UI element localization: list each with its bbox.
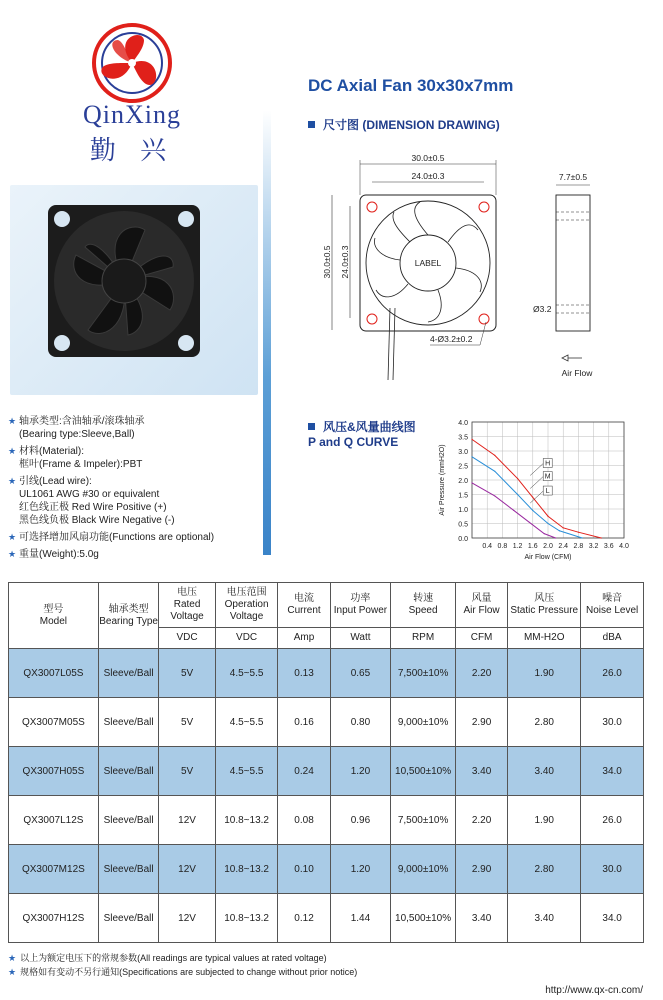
table-cell: Sleeve/Ball [98, 845, 159, 894]
y-tick-label: 4.0 [458, 420, 468, 427]
website-url[interactable]: http://www.qx-cn.com/ [545, 985, 643, 996]
dimension-heading-cn: 尺寸图 [323, 118, 360, 132]
table-cell: 9,000±10% [391, 698, 456, 747]
table-header-cell [455, 583, 507, 628]
dim-outer-height: 30.0±0.5 [322, 245, 332, 279]
table-cell: 3.40 [508, 747, 581, 796]
table-cell: 26.0 [581, 796, 644, 845]
table-cell: 9,000±10% [391, 845, 456, 894]
header-en: Bearing Type [99, 615, 158, 627]
unit-cell: RPM [391, 628, 456, 649]
table-cell: 1.44 [330, 894, 391, 943]
spec-black-cn: 黑色线负极 [19, 515, 69, 526]
table-cell: 0.16 [278, 698, 330, 747]
header-en: Speed [408, 605, 438, 616]
spec-functions: ★ 可选择增加风扇功能(Functions are optional) [8, 532, 215, 543]
table-cell: Sleeve/Ball [98, 796, 159, 845]
table-cell: 34.0 [581, 747, 644, 796]
data-point-l [494, 495, 495, 496]
header-en: Current [287, 605, 321, 616]
table-cell: 0.13 [278, 649, 330, 698]
brand-name-en: QinXing [83, 100, 181, 129]
table-cell: 2.20 [455, 796, 507, 845]
series-label-m: M [544, 473, 551, 481]
spec-bearing-en: (Bearing type:Sleeve,Ball) [19, 429, 135, 440]
table-header-cell [159, 583, 215, 628]
vertical-divider [263, 110, 271, 555]
table-row [9, 747, 644, 796]
table-header-cell [330, 583, 391, 628]
table-cell: Sleeve/Ball [98, 747, 159, 796]
y-tick-label: 2.0 [458, 478, 468, 485]
series-label-h: H [545, 460, 551, 468]
table-cell: Sleeve/Ball [98, 649, 159, 698]
header-en: Noise Level [586, 605, 639, 616]
data-point-l [528, 521, 529, 522]
table-header-cell [9, 583, 99, 649]
table-cell: 0.12 [278, 894, 330, 943]
table-cell: 5V [159, 747, 215, 796]
data-point-l [555, 537, 556, 538]
curve-heading-cn: 风压&风量曲线图 [323, 420, 416, 434]
table-cell: 2.20 [455, 649, 507, 698]
header-cn: 电流 [294, 593, 315, 604]
spec-bearing: ★ 轴承类型:含油轴承/滚珠轴承 (Bearing type:Sleeve,Ball) [8, 416, 145, 440]
table-cell: 3.40 [508, 894, 581, 943]
dim-outer-width: 30.0±0.5 [411, 153, 445, 163]
table-cell: QX3007M12S [9, 845, 99, 894]
table-cell: 7,500±10% [391, 649, 456, 698]
data-point-m [532, 510, 533, 511]
table-cell: 7,500±10% [391, 796, 456, 845]
dim-thickness: 7.7±0.5 [558, 172, 588, 182]
unit-cell: VDC [215, 628, 278, 649]
table-cell: QX3007L05S [9, 649, 99, 698]
table-cell: Sleeve/Ball [98, 698, 159, 747]
table-cell: 1.20 [330, 747, 391, 796]
spec-functions-text: 可选择增加风扇功能(Functions are optional) [19, 532, 215, 543]
unit-cell: dBA [581, 628, 644, 649]
heading-square-icon [308, 121, 315, 128]
table-cell: 4.5~5.5 [215, 698, 278, 747]
spec-table [8, 582, 644, 943]
data-point-m [494, 471, 495, 472]
table-cell: 5V [159, 649, 215, 698]
data-point-h [578, 532, 579, 533]
unit-cell: MM-H2O [508, 628, 581, 649]
table-row [9, 894, 644, 943]
unit-cell: VDC [159, 628, 215, 649]
spec-red-en: Red Wire Positive (+) [71, 502, 167, 513]
table-cell: Sleeve/Ball [98, 894, 159, 943]
table-cell: 0.65 [330, 649, 391, 698]
x-tick-label: 4.0 [619, 543, 629, 550]
header-cn: 功率 [350, 593, 371, 604]
table-header-cell [391, 583, 456, 628]
data-point-h [517, 478, 518, 479]
table-cell: 4.5~5.5 [215, 747, 278, 796]
table-cell: 2.90 [455, 698, 507, 747]
header-en: Model [39, 615, 68, 627]
table-cell: 1.20 [330, 845, 391, 894]
data-point-h [532, 497, 533, 498]
spec-bearing-cn: 轴承类型:含油轴承/滚珠轴承 [19, 416, 145, 427]
spec-weight: ★ 重量(Weight):5.0g [8, 549, 99, 560]
spec-lead-cn: 引线(Lead wire): [19, 476, 92, 487]
series-line-h [472, 439, 601, 538]
data-point-m [582, 537, 583, 538]
qinxing-logo [82, 18, 182, 108]
header-cn: 电压范围 [226, 587, 267, 598]
airflow-label: Air Flow [561, 368, 593, 378]
table-cell: 0.96 [330, 796, 391, 845]
table-header-cell [278, 583, 330, 628]
data-point-m [547, 523, 548, 524]
table-cell: 30.0 [581, 698, 644, 747]
x-tick-label: 2.8 [573, 543, 584, 550]
table-header-row [9, 583, 644, 628]
x-tick-label: 1.2 [512, 543, 523, 550]
table-cell: 10.8~13.2 [215, 894, 278, 943]
spec-red-cn: 红色线正极 [19, 502, 69, 513]
spec-weight-text: 重量(Weight):5.0g [19, 549, 99, 560]
page-title: DC Axial Fan 30x30x7mm [308, 76, 514, 95]
spec-material: ★ 材料(Material): 框叶(Frame & Impeler):PBT [8, 446, 143, 470]
dim-hole: 4-Ø3.2±0.2 [430, 334, 473, 344]
specs-list [8, 415, 258, 565]
dim-side-hole: Ø3.2 [533, 304, 552, 314]
table-cell: 0.08 [278, 796, 330, 845]
spec-material-cn: 材料(Material): [19, 446, 85, 457]
x-tick-label: 1.6 [527, 543, 538, 550]
table-cell: 34.0 [581, 894, 644, 943]
spec-black-en: Black Wire Negative (-) [71, 515, 175, 526]
label-text: LABEL [414, 258, 442, 268]
fan-photo [10, 185, 258, 395]
table-cell: 30.0 [581, 845, 644, 894]
data-point-m [517, 494, 518, 495]
header-en: Input Power [333, 605, 388, 616]
header-cn: 风压 [534, 593, 555, 604]
dimension-heading [308, 116, 500, 133]
table-cell: 26.0 [581, 649, 644, 698]
table-cell: 4.5~5.5 [215, 649, 278, 698]
header-cn: 电压 [177, 587, 198, 598]
y-tick-label: 3.5 [458, 434, 468, 442]
header-en: Static Pressure [510, 605, 579, 616]
spec-material-en: 框叶(Frame & Impeler):PBT [19, 459, 143, 470]
x-tick-label: 3.2 [588, 543, 599, 550]
spec-lead-en: UL1061 AWG #30 or equivalent [19, 489, 160, 500]
footnotes [8, 951, 357, 979]
table-cell: 12V [159, 845, 215, 894]
table-header-cell [215, 583, 278, 628]
x-tick-label: 0.4 [482, 543, 493, 550]
table-row [9, 845, 644, 894]
header-cn: 噪音 [602, 593, 623, 604]
table-cell: 0.80 [330, 698, 391, 747]
spec-lead: ★ 引线(Lead wire): UL1061 AWG #30 or equivalent 红色线正极 Red Wire Positive (+) 黑色线负极 Black Wire Negative (-) [8, 476, 175, 526]
table-cell: 2.90 [455, 845, 507, 894]
header-en: Rated Voltage [170, 599, 204, 622]
data-point-h [601, 537, 602, 538]
unit-cell: Watt [330, 628, 391, 649]
series-label-leader [530, 477, 543, 489]
data-point-h [494, 455, 495, 456]
header-cn: 型号 [43, 603, 64, 615]
y-tick-label: 1.5 [458, 492, 468, 500]
curve-heading [308, 420, 416, 450]
table-cell: 10.8~13.2 [215, 796, 278, 845]
header-en: Air Flow [463, 605, 500, 616]
data-point-h [547, 516, 548, 517]
table-cell: 12V [159, 796, 215, 845]
data-point-m [559, 530, 560, 531]
data-point-l [544, 533, 545, 534]
table-cell: 5V [159, 698, 215, 747]
table-cell: 10,500±10% [391, 747, 456, 796]
data-point-h [563, 527, 564, 528]
table-cell: 0.10 [278, 845, 330, 894]
note-2: ★ 规格如有变动不另行通知(Specifications are subjected to change without prior notice) [8, 967, 358, 977]
table-cell: QX3007L12S [9, 796, 99, 845]
note-1-text: 以上为额定电压下的常规参数(All readings are typical values at rated voltage) [20, 953, 327, 963]
brand-name-cn: 勤 兴 [89, 136, 175, 166]
table-cell: 1.90 [508, 649, 581, 698]
unit-cell: CFM [455, 628, 507, 649]
dim-inner-width: 24.0±0.3 [411, 171, 445, 181]
series-label-l: L [545, 488, 550, 496]
data-point-h [471, 439, 472, 440]
table-cell: QX3007H12S [9, 894, 99, 943]
table-cell: 10.8~13.2 [215, 845, 278, 894]
header-cn: 风量 [471, 593, 492, 604]
y-tick-label: 2.5 [458, 463, 468, 471]
y-tick-label: 0.5 [458, 521, 468, 529]
table-cell: 0.24 [278, 747, 330, 796]
x-axis-label: Air Flow (CFM) [524, 554, 572, 561]
y-tick-label: 0.0 [458, 536, 468, 543]
note-2-text: 规格如有变动不另行通知(Specifications are subjected to change without prior notice) [20, 967, 358, 977]
table-header-cell [581, 583, 644, 628]
series-line-m [472, 457, 582, 538]
x-tick-label: 2.0 [543, 543, 553, 550]
table-row [9, 649, 644, 698]
unit-cell: Amp [278, 628, 330, 649]
data-point-l [513, 510, 514, 511]
header-cn: 轴承类型 [108, 603, 149, 615]
data-point-l [471, 482, 472, 483]
data-point-m [471, 456, 472, 457]
y-axis-label: Air Pressure (mmH2O) [439, 444, 446, 516]
table-cell: QX3007H05S [9, 747, 99, 796]
table-header-cell [508, 583, 581, 628]
pq-curve-chart [430, 410, 640, 572]
table-cell: 10,500±10% [391, 894, 456, 943]
heading-square-icon [308, 423, 315, 430]
header-cn: 转速 [413, 593, 434, 604]
x-tick-label: 2.4 [558, 543, 569, 550]
table-cell: QX3007M05S [9, 698, 99, 747]
table-cell: 3.40 [455, 747, 507, 796]
note-1: ★ 以上为额定电压下的常规参数(All readings are typical values at rated voltage) [8, 953, 327, 963]
table-cell: 1.90 [508, 796, 581, 845]
x-tick-label: 3.6 [603, 543, 614, 550]
y-tick-label: 3.0 [458, 449, 468, 456]
table-cell: 12V [159, 894, 215, 943]
table-cell: 2.80 [508, 845, 581, 894]
header-en: Operation Voltage [224, 599, 269, 622]
table-cell: 2.80 [508, 698, 581, 747]
x-tick-label: 0.8 [497, 543, 508, 550]
dim-inner-height: 24.0±0.3 [340, 245, 350, 279]
table-header-cell [98, 583, 159, 649]
y-tick-label: 1.0 [458, 507, 468, 514]
dimension-heading-en: (DIMENSION DRAWING) [362, 118, 500, 132]
dimension-drawing [320, 150, 620, 380]
table-cell: 3.40 [455, 894, 507, 943]
curve-heading-en: P and Q CURVE [308, 435, 399, 449]
table-row [9, 698, 644, 747]
table-row [9, 796, 644, 845]
